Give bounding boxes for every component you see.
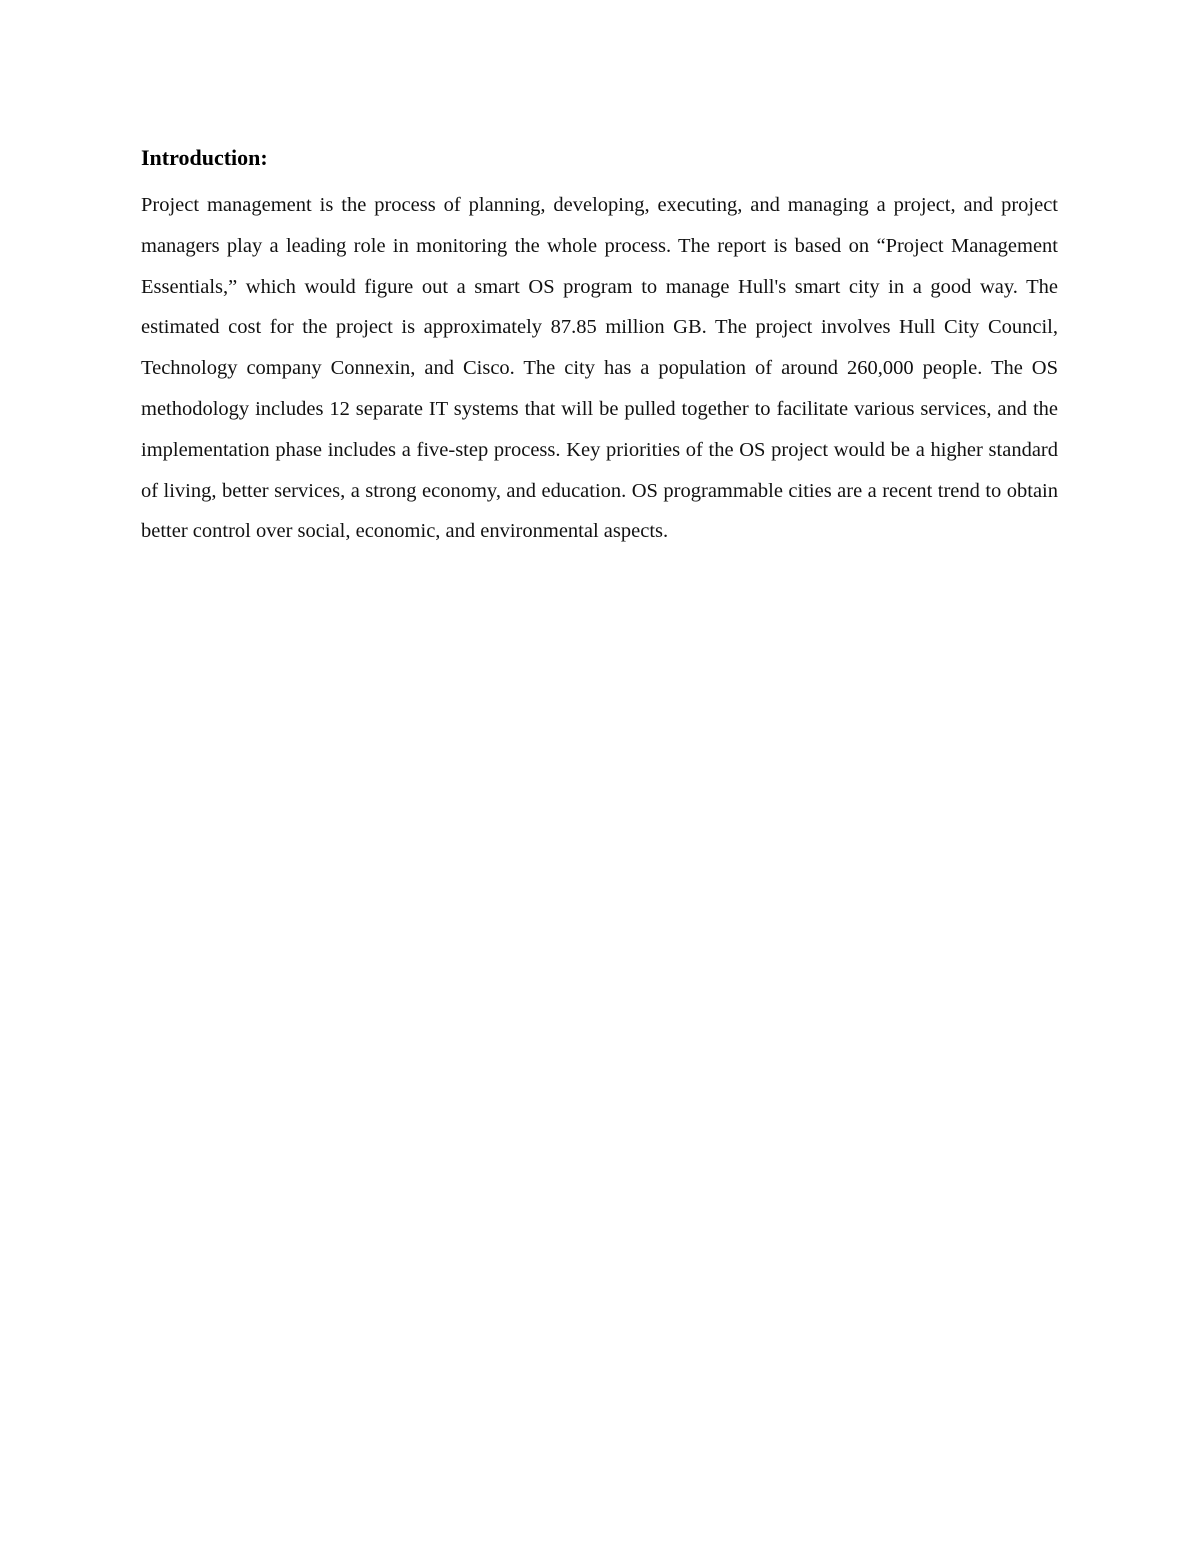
introduction-paragraph: Project management is the process of planning, developing, executing, and managing a project, and project managers play a leading role in monitoring the whole process. The report is based on “Project Management Essentials,” which would figure out a smart OS program to manage Hull's smart city in a good way. The estimated cost for the project is approximately 87.85 million GB. The project involves Hull City Council, Technology company Connexin, and Cisco. The city has a population of around 260,000 people. The OS methodology includes 12 separate IT systems that will be pulled together to facilitate various services, and the implementation phase includes a five-step process. Key priorities of the OS project would be a higher standard of living, better services, a strong economy, and education. OS programmable cities are a recent trend to obtain better control over social, economic, and environmental aspects.: [141, 194, 1058, 543]
page-content: [141, 142, 1058, 552]
section-heading: Introduction:: [141, 145, 268, 170]
